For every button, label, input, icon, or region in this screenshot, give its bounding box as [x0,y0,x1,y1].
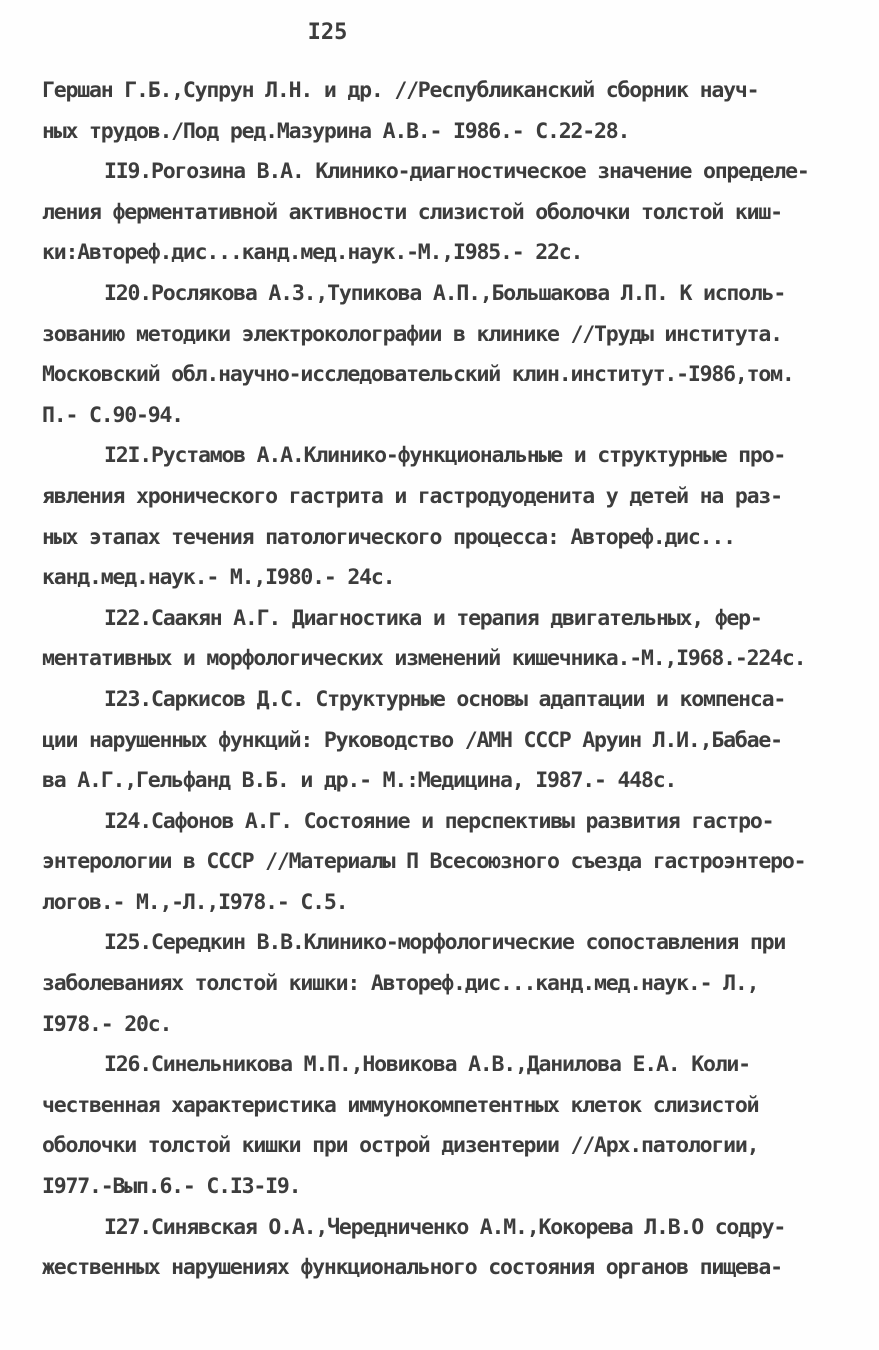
text-line: I22.Саакян А.Г. Диагностика и терапия двигательных, фер- [104,605,762,631]
text-line: ментативных и морфологических изменений кишечника.-М.,I968.-224с. [42,646,806,672]
text-line: I26.Синельникова М.П.,Новикова А.В.,Данилова Е.А. Коли- [104,1052,750,1078]
text-line: I977.-Вып.6.- С.I3-I9. [42,1174,301,1200]
text-line: I978.- 20с. [42,1011,172,1037]
bibliography-list [42,71,842,1289]
text-line: явления хронического гастрита и гастродуоденита у детей на раз- [42,483,782,509]
text-line: логов.- М.,-Л.,I978.- С.5. [42,889,348,915]
page-number: I25 [307,20,348,45]
text-line: I27.Синявская О.А.,Чередниченко А.М.,Кокорева Л.В.О содру- [104,1214,786,1240]
text-line: чественная характеристика иммунокомпетентных клеток слизистой [42,1092,759,1118]
text-line: I20.Рослякова А.З.,Тупикова А.П.,Большакова Л.П. К исполь- [104,280,786,306]
text-line: ва А.Г.,Гельфанд В.Б. и др.- М.:Медицина, I987.- 448с. [42,768,677,794]
text-line: энтерологии в СССР //Материалы П Всесоюзного съезда гастроэнтеро- [42,849,806,875]
text-line: I24.Сафонов А.Г. Состояние и перспективы развития гастро- [104,808,774,834]
text-line: П.- С.90-94. [42,402,183,428]
text-line: Гершан Г.Б.,Супрун Л.Н. и др. //Республиканский сборник науч- [42,78,759,103]
text-line: ции нарушенных функций: Руководство /АМН СССР Аруин Л.И.,Бабае- [42,727,782,753]
text-line: ных этапах течения патологического процесса: Автореф.дис... [42,524,735,550]
text-line: заболеваниях толстой кишки: Автореф.дис...канд.мед.наук.- Л., [42,971,759,997]
text-line: I2I.Рустамов А.А.Клинико-функциональные и структурные про- [104,443,786,469]
text-line: зованию методики электроколографии в клинике //Труды института. [42,321,782,347]
text-line: II9.Рогозина В.А. Клинико-диагностическое значение определе- [104,159,809,185]
text-line: жественных нарушениях функционального состояния органов пищева- [42,1255,782,1281]
text-line: ных трудов./Под ред.Мазурина А.В.- I986.- С.22-28. [42,118,630,144]
text-line: I25.Середкин В.В.Клинико-морфологические сопоставления при [104,930,786,956]
text-line: Московский обл.научно-исследовательский клин.институт.-I986,том. [42,362,794,388]
text-line: ления ферментативной активности слизистой оболочки толстой киш- [42,199,782,225]
text-line: оболочки толстой кишки при острой дизентерии //Арх.патологии, [42,1133,759,1159]
text-line: канд.мед.наук.- М.,I980.- 24с. [42,565,395,591]
text-line: ки:Автореф.дис...канд.мед.наук.-М.,I985.- 22с. [42,240,583,266]
text-line: I23.Саркисов Д.С. Структурные основы адаптации и компенса- [104,686,786,712]
